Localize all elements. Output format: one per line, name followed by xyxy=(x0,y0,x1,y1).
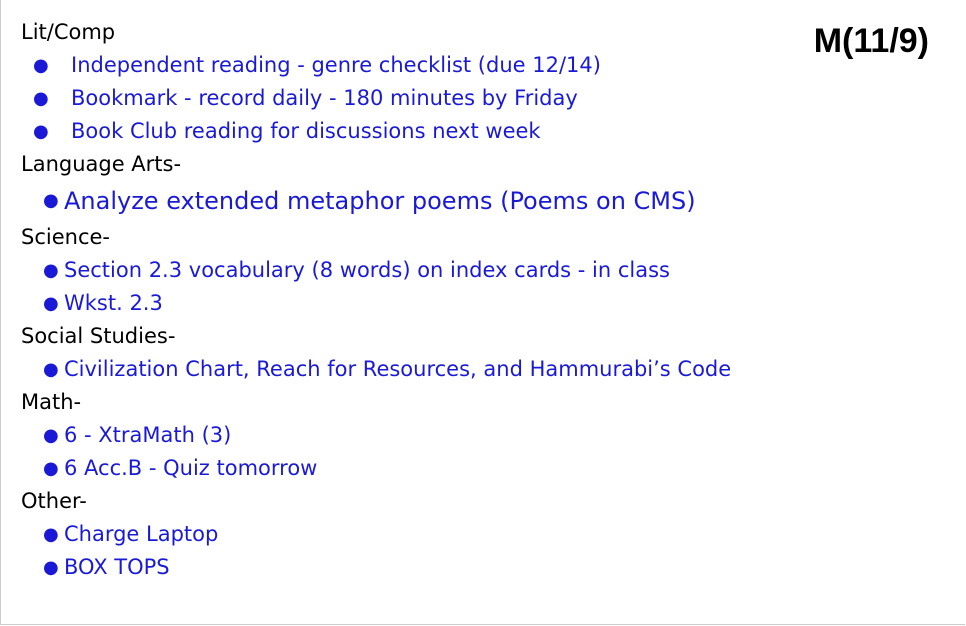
list-item xyxy=(21,115,921,148)
section-math xyxy=(21,386,921,485)
bullet-icon: ● xyxy=(43,260,59,281)
bullet-icon: ● xyxy=(33,121,49,142)
section-lit-comp xyxy=(21,16,921,148)
bullet-icon: ● xyxy=(43,458,59,479)
item-text: BOX TOPS xyxy=(64,555,170,579)
item-list xyxy=(21,419,921,485)
bullet-icon: ● xyxy=(33,55,49,76)
item-text: Section 2.3 vocabulary (8 words) on index cards - in class xyxy=(64,258,670,282)
homework-list xyxy=(21,16,921,584)
item-list xyxy=(21,49,921,148)
list-item xyxy=(21,452,921,485)
item-text: Charge Laptop xyxy=(64,522,219,546)
list-item xyxy=(21,551,921,584)
list-item xyxy=(21,49,921,82)
list-item xyxy=(21,82,921,115)
section-social-studies xyxy=(21,320,921,386)
item-text: 6 Acc.B - Quiz tomorrow xyxy=(64,456,318,480)
bullet-icon: ● xyxy=(43,359,59,380)
list-item xyxy=(21,419,921,452)
item-text: Bookmark - record daily - 180 minutes by Friday xyxy=(71,86,578,110)
bullet-icon: ● xyxy=(43,557,59,578)
list-item xyxy=(21,518,921,551)
item-list xyxy=(21,353,921,386)
section-title: Math- xyxy=(21,390,82,414)
section-science xyxy=(21,221,921,320)
bullet-icon: ● xyxy=(43,190,59,211)
section-title: Lit/Comp xyxy=(21,20,116,44)
item-text: Independent reading - genre checklist (due 12/14) xyxy=(71,53,601,77)
bullet-icon: ● xyxy=(33,88,49,109)
section-title: Other- xyxy=(21,489,87,513)
section-title: Social Studies- xyxy=(21,324,176,348)
item-text: Book Club reading for discussions next week xyxy=(71,119,541,143)
item-list xyxy=(21,181,921,221)
bullet-icon: ● xyxy=(43,293,59,314)
item-text: Analyze extended metaphor poems (Poems on CMS) xyxy=(64,187,696,215)
item-list xyxy=(21,254,921,320)
item-text: 6 - XtraMath (3) xyxy=(64,423,232,447)
section-title: Language Arts- xyxy=(21,152,182,176)
list-item xyxy=(21,254,921,287)
list-item xyxy=(21,287,921,320)
item-text: Wkst. 2.3 xyxy=(64,291,163,315)
section-other xyxy=(21,485,921,584)
section-title: Science- xyxy=(21,225,110,249)
item-list xyxy=(21,518,921,584)
item-text: Civilization Chart, Reach for Resources, and Hammurabi’s Code xyxy=(64,357,732,381)
list-item xyxy=(21,181,921,221)
section-language-arts xyxy=(21,148,921,221)
bullet-icon: ● xyxy=(43,524,59,545)
bullet-icon: ● xyxy=(43,425,59,446)
date-heading: M(11/9) xyxy=(813,22,929,60)
list-item xyxy=(21,353,921,386)
